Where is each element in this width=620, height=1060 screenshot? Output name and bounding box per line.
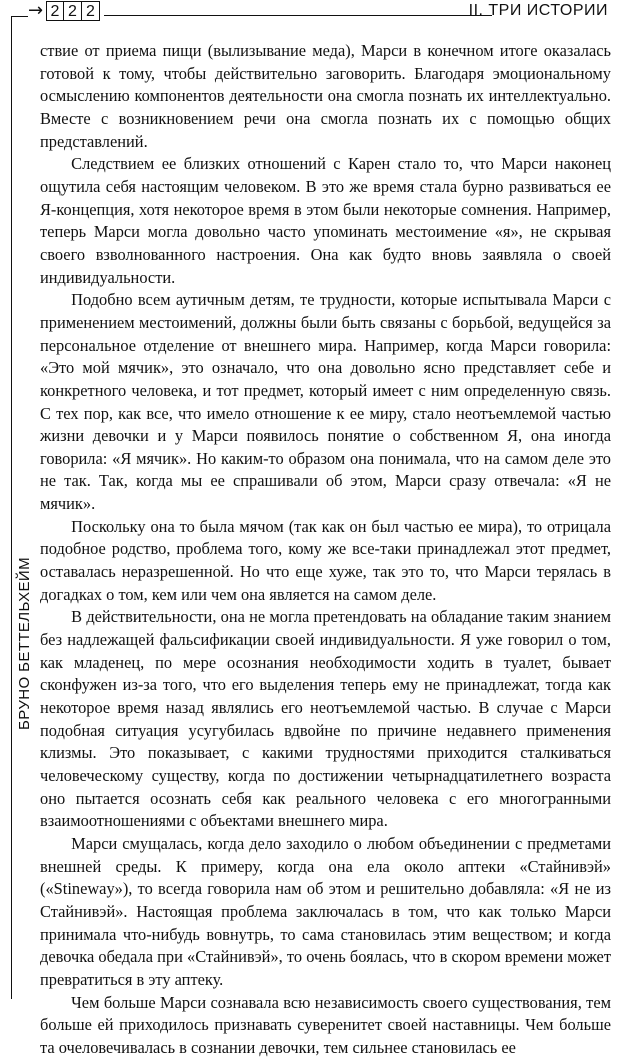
margin-rule-tick (11, 16, 28, 17)
paragraph: Марси смущалась, когда дело заходило о любом объединении с предметами внешней среды. К примеру, когда она ела около аптеки «Стайнивэй» («Stineway»), то всегда говорила нам об этом и решительно добавляла: «Я не из Стайнивэй». Настоящая проблема заключалась в том, что как только Марси принимала что-нибудь вовнутрь, то сама становилась этим веществом; и когда девочка обедала при «Стайнивэй», то очень боялась, что в скором времени может превратиться в эту аптеку. (40, 833, 611, 989)
paragraph: Поскольку она то была мячом (так как он был частью ее мира), то отрицала подобное родство, проблема того, кому же все-таки принадлежал этот предмет, оставалась неразрешенной. Но что еще хуже, так это то, что Марси терялась в догадках о том, кем или чем она является на самом деле. (40, 516, 611, 604)
paragraph: Следствием ее близких отношений с Карен стало то, что Марси наконец ощутила себя настоящим человеком. В это же время стала бурно развиваться ее Я-концепция, хотя некоторое время в этом были некоторые сомнения. Например, теперь Марси могла довольно часто упоминать местоимение «я», не скрывая своего взволнованного настроения. Она как будто вновь заявляла о своей индивидуальности. (40, 154, 611, 287)
page-number-digit: 2 (82, 1, 100, 21)
page-number-digit: 2 (46, 1, 64, 21)
running-author: БРУНО БЕТТЕЛЬХЕЙМ (16, 552, 33, 735)
paragraph: Чем больше Марси сознавала всю независимость своего существования, тем больше ей приходилось признавать суверенитет своей наставницы. Чем больше та очеловечивалась в сознании девочки, тем сильнее становилась ее (40, 992, 611, 1057)
page-number-digit: 2 (64, 1, 82, 21)
margin-rule (11, 16, 12, 999)
header-rule (104, 15, 492, 16)
section-title: II. ТРИ ИСТОРИИ (468, 2, 608, 19)
body-text (40, 40, 611, 1060)
paragraph: В действительности, она не могла претендовать на обладание таким знанием без надлежащей фальсификации своей индивидуальности. Я уже говорил о том, как младенец, по мере осознания необходимости ходить в туалет, бывает сконфужен из-за того, что его выделения теперь ему не принадлежат, тогда как некоторое время назад являлись его неотъемлемой частью. В случае с Марси подобная ситуация усугубилась вдвойне по причине недавнего применения клизмы. Это показывает, с какими трудностями приходится сталкиваться человеческому существу, когда по достижении четырнадцатилетнего возраста оно пытается осознать себя как реального человека с его многогранными взаимоотношениями с объектами внешнего мира. (40, 607, 611, 831)
arrow-right-icon: → (28, 0, 44, 21)
page-header (28, 0, 610, 26)
paragraph: Подобно всем аутичным детям, те трудности, которые испытывала Марси с применением местоимений, должны были быть связаны с борьбой, ведущейся за персональное отделение от внешнего мира. Например, когда Марси говорила: «Это мой мячик», это означало, что она довольно ясно представляет себе и конкретного человека, и тот предмет, который имеет с ним определенную связь. С тех пор, как все, что имело отношение к ее миру, стало неотъемлемой частью жизни девочки и у Марси появилось понятие о собственном Я, она иногда говорила: «Я мячик». Но каким-то образом она понимала, что на самом деле это не так. Так, когда мы ее спрашивали об этом, Марси сразу отвечала: «Я не мячик». (40, 290, 611, 514)
page-number (46, 1, 100, 21)
paragraph: ствие от приема пищи (вылизывание меда), Марси в конечном итоге оказалась готовой к тому, чтобы действительно заговорить. Благодаря эмоциональному осмыслению компонентов деятельности она смогла познать их интеллектуально. Вместе с возникновением речи она смогла познать их с помощью общих представлений. (40, 41, 611, 151)
